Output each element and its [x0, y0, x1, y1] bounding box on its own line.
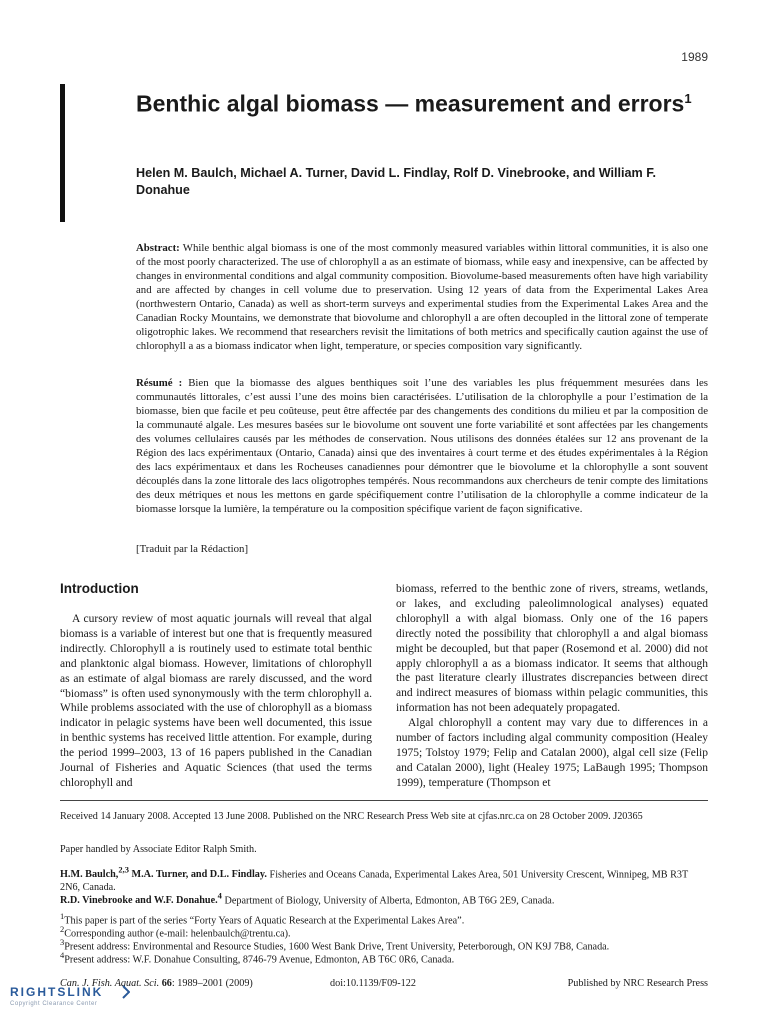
paragraph: Algal chlorophyll a content may vary due to differences in a number of factors including algal community composition (Healey 1975; Tolstoy 1979; Felip and Catalan 2000), algal cell size (Felip and Catalan 2000), light (Healey 1975; LaBaugh 1995; Thompson 1999), temperature (Thompson et — [396, 717, 708, 789]
introduction-heading: Introduction — [60, 581, 139, 596]
abstract-label: Abstract: — [136, 242, 180, 254]
resume-text: Bien que la biomasse des algues benthiques soit l’une des variables les plus fréquemment mesurées dans les communautés littorales, c’est aussi l’une des moins bien caractérisées. L’utilisation de la chlorophylle a pour l’estimation de la biomasse, bien que facile et peu coûteuse, peut être affectée par des changements des conditions du milieu et par la composition de la communauté algale. Les mesures basées sur le biovolume ont souvent une forte variabilité et sont affectées par les changements des volumes cellulaires causés par les méthodes de conservation. Nous utilisons des données étalées sur 12 ans provenant de la Région des lacs expérimentaux (Ontario, Canada) ainsi que des inventaires à court terme et des études expérimentales à la Région des lacs expérimentaux et dans les Rocheuses canadiennes pour démontrer que le biovolume et la chlorophylle a sont souvent découplés dans la zone littorale des lacs oligotrophes tempérés. Nous recommandons aux chercheurs de tenir compte des limitations des deux métriques et nous les mettons en garde spécifiquement contre l’utilisation de la chlorophylle a comme indicateur de la biomasse lorsque la lumière, la température ou la composition spécifique varient de façon significative. — [136, 377, 708, 515]
body-column-right — [396, 582, 708, 791]
affiliation-2: R.D. Vinebrooke and W.F. Donahue.$^4$ Department of Biology, University of Alberta, Edmonton, AB T6G 2E9, Canada. — [60, 891, 555, 907]
footnote-3: $^3$Present address: Environmental and Resource Studies, 1600 West Bank Drive, Trent University, Peterborough, ON K9J 7B8, Canada. — [60, 937, 610, 953]
author-list: Helen M. Baulch, Michael A. Turner, David L. Findlay, Rolf D. Vinebrooke, and William F. Donahue — [136, 166, 657, 197]
journal-citation: Can. J. Fish. Aquat. Sci. 66: 1989–2001 (2009) — [60, 978, 253, 989]
doi: doi:10.1139/F09-122 — [330, 978, 416, 989]
rightslink-logo: RIGHTSLINK Copyright Clearance Center — [10, 985, 130, 1015]
footnote-divider — [60, 800, 708, 801]
abstract-text: While benthic algal biomass is one of the most commonly measured variables within littoral communities, it is also one of the most poorly characterized. The use of chlorophyll a as an estimate of biomass, while easy and inexpensive, can be affected by changes in environmental conditions and algal community composition. Biovolume-based measurements often have high variability and are affected by changes in cell volume due to preservation. Using 12 years of data from the Experimental Lakes Area (northwestern Ontario, Canada) as well as short-term surveys and experimental studies from the Experimental Lakes Area and the Canadian Rocky Mountains, we demonstrate that biovolume and chlorophyll a are often decoupled in the littoral zone of temperate oligotrophic lakes. We recommend that researchers revisit the limitations of both metrics and specifically caution against the use of chlorophyll a as a biomass indicator when light, temperature, or species composition vary significantly. — [136, 242, 708, 352]
abstract — [136, 241, 708, 353]
received-note: Received 14 January 2008. Accepted 13 June 2008. Published on the NRC Research Press Web site at cjfas.nrc.ca on 28 October 2009. J20365 — [60, 811, 643, 822]
footnote-2: $^2$Corresponding author (e-mail: helenbaulch@trentu.ca). — [60, 924, 291, 940]
footnote-1: $^1$This paper is part of the series “Forty Years of Aquatic Research at the Experimental Lakes Area”. — [60, 911, 465, 927]
chevron-right-icon — [122, 985, 130, 999]
affiliation-1: H.M. Baulch,$^{2,3}$ M.A. Turner, and D.L. Findlay. Fisheries and Oceans Canada, Experimental Lakes Area, 501 University Crescent, Winnipeg, MB R3T 2N6, Canada. — [60, 865, 689, 894]
footnote-4: $^4$Present address: W.F. Donahue Consulting, 8746-79 Avenue, Edmonton, AB T6C 0R6, Canada. — [60, 950, 455, 966]
translation-note: [Traduit par la Rédaction] — [136, 543, 249, 555]
publisher-credit: Published by NRC Research Press — [567, 978, 708, 989]
resume-label: Résumé : — [136, 377, 183, 389]
paragraph: biomass, referred to the benthic zone of rivers, streams, wetlands, or lakes, and excluding paleolimnological analyses) equated chlorophyll a with algal biomass. Only one of the 16 papers directly noted the possibility that chlorophyll a and algal biomass might be decoupled, but that paper (Rosemond et al. 2000) did not apply chlorophyll a as a biomass indicator. It seems that although the past literature clearly illustrates discrepancies between direct and indirect measures of biomass within pelagic communities, this information has not been adequately propagated. — [396, 583, 708, 715]
body-column-left — [60, 612, 372, 791]
resume — [136, 376, 708, 516]
article-title: Benthic algal biomass — measurement and errors$^1$ — [136, 90, 692, 117]
page-number: 1989 — [681, 50, 708, 64]
editor-note: Paper handled by Associate Editor Ralph Smith. — [60, 844, 257, 855]
paragraph: A cursory review of most aquatic journals will reveal that algal biomass is a variable of interest but one that is frequently measured indirectly. Chlorophyll a is routinely used to estimate total benthic and planktonic algal biomass. However, limitations of chlorophyll as an estimate of algal biomass are rarely discussed, and the word “biomass” is often used synonymously with the term chlorophyll a. While problems associated with the use of chlorophyll as a biomass indicator in pelagic systems have been well documented, this issue in benthic systems has received little attention. For example, during the period 1999–2003, 13 of 16 papers published in the Canadian Journal of Fisheries and Aquatic Sciences (that used the terms chlorophyll and — [60, 613, 372, 789]
title-bar-decoration — [60, 84, 65, 222]
